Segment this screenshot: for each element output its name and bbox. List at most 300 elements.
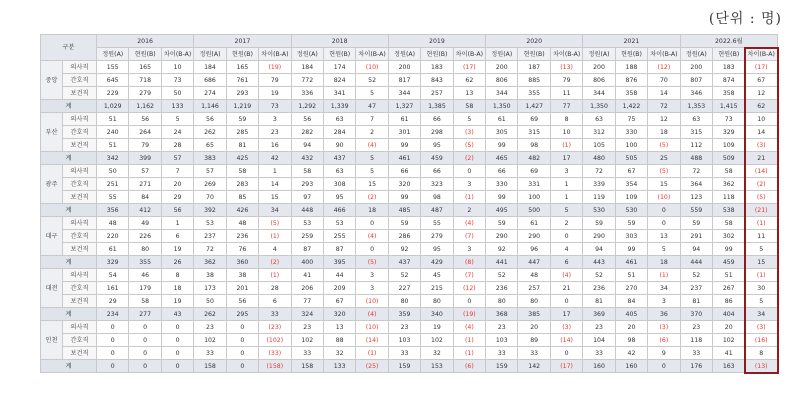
value-cell: 4 bbox=[259, 243, 291, 256]
total-label-cell: 계 bbox=[41, 308, 97, 321]
value-cell: (1) bbox=[453, 347, 485, 360]
value-cell: (10) bbox=[356, 295, 388, 308]
value-cell: 33 bbox=[486, 347, 518, 360]
value-cell: 56 bbox=[194, 113, 226, 126]
value-cell: 33 bbox=[194, 347, 226, 360]
value-cell: 3 bbox=[453, 178, 485, 191]
value-cell: 55 bbox=[421, 217, 453, 230]
total-value-cell: 342 bbox=[97, 152, 129, 165]
value-cell: (4) bbox=[356, 139, 388, 152]
value-cell: 200 bbox=[583, 61, 615, 74]
value-cell: 56 bbox=[129, 113, 161, 126]
sub-col-header: 정원(A) bbox=[680, 48, 712, 61]
total-value-cell: 18 bbox=[648, 256, 680, 269]
total-value-cell: 1,350 bbox=[486, 100, 518, 113]
value-cell: 0 bbox=[453, 295, 485, 308]
value-cell: 13 bbox=[323, 321, 355, 334]
value-cell: (17) bbox=[745, 61, 778, 74]
value-cell: 320 bbox=[388, 178, 420, 191]
value-cell: 10 bbox=[745, 113, 778, 126]
year-header: 2018 bbox=[291, 35, 388, 48]
value-cell: 109 bbox=[615, 191, 647, 204]
value-cell: 80 bbox=[518, 295, 550, 308]
value-cell: 97 bbox=[291, 191, 323, 204]
value-cell: 201 bbox=[226, 282, 258, 295]
value-cell: 5 bbox=[356, 165, 388, 178]
value-cell: 84 bbox=[615, 295, 647, 308]
table-row bbox=[41, 217, 778, 230]
category-cell: 의사직 bbox=[63, 321, 97, 334]
value-cell: 0 bbox=[356, 217, 388, 230]
gubun-header: 구분 bbox=[41, 35, 97, 61]
year-header: 2017 bbox=[194, 35, 291, 48]
value-cell: 645 bbox=[97, 74, 129, 87]
total-value-cell: (8) bbox=[453, 256, 485, 269]
value-cell: (1) bbox=[550, 139, 582, 152]
value-cell: 0 bbox=[129, 334, 161, 347]
value-cell: 330 bbox=[486, 178, 518, 191]
value-cell: 0 bbox=[550, 347, 582, 360]
value-cell: 155 bbox=[97, 61, 129, 74]
value-cell: 99 bbox=[486, 139, 518, 152]
category-cell: 보건직 bbox=[63, 191, 97, 204]
value-cell: 77 bbox=[291, 295, 323, 308]
value-cell: 2 bbox=[550, 217, 582, 230]
value-cell: 885 bbox=[518, 74, 550, 87]
value-cell: 52 bbox=[486, 269, 518, 282]
value-cell: 104 bbox=[583, 334, 615, 347]
region-cell: 중앙 bbox=[41, 61, 63, 100]
value-cell: (5) bbox=[259, 217, 291, 230]
total-value-cell: 340 bbox=[421, 308, 453, 321]
value-cell: 0 bbox=[161, 321, 193, 334]
value-cell: 28 bbox=[259, 282, 291, 295]
value-cell: (12) bbox=[453, 282, 485, 295]
value-cell: 286 bbox=[388, 230, 420, 243]
value-cell: (5) bbox=[648, 165, 680, 178]
total-value-cell: 437 bbox=[388, 256, 420, 269]
total-value-cell: 383 bbox=[194, 152, 226, 165]
value-cell: (2) bbox=[356, 191, 388, 204]
total-value-cell: 404 bbox=[713, 308, 745, 321]
value-cell: 80 bbox=[486, 295, 518, 308]
value-cell: 94 bbox=[291, 139, 323, 152]
value-cell: 3 bbox=[550, 165, 582, 178]
value-cell: 15 bbox=[259, 191, 291, 204]
value-cell: 59 bbox=[680, 217, 712, 230]
value-cell: 73 bbox=[161, 74, 193, 87]
value-cell: 718 bbox=[129, 74, 161, 87]
value-cell: 29 bbox=[97, 295, 129, 308]
value-cell: 95 bbox=[323, 191, 355, 204]
total-value-cell: 368 bbox=[486, 308, 518, 321]
value-cell: 11 bbox=[550, 87, 582, 100]
value-cell: (3) bbox=[550, 321, 582, 334]
total-value-cell: 142 bbox=[518, 360, 550, 373]
value-cell: 279 bbox=[421, 230, 453, 243]
total-value-cell: (21) bbox=[745, 204, 778, 217]
value-cell: 876 bbox=[615, 74, 647, 87]
table-row bbox=[41, 178, 778, 191]
value-cell: 100 bbox=[615, 139, 647, 152]
value-cell: 49 bbox=[129, 217, 161, 230]
value-cell: 5 bbox=[356, 87, 388, 100]
value-cell: (3) bbox=[745, 139, 778, 152]
value-cell: 10 bbox=[161, 61, 193, 74]
value-cell: (33) bbox=[259, 347, 291, 360]
value-cell: 3 bbox=[648, 295, 680, 308]
total-value-cell: (2) bbox=[259, 256, 291, 269]
value-cell: 56 bbox=[291, 113, 323, 126]
value-cell: 187 bbox=[518, 61, 550, 74]
value-cell: (17) bbox=[453, 61, 485, 74]
category-cell: 보건직 bbox=[63, 87, 97, 100]
value-cell: 358 bbox=[713, 87, 745, 100]
value-cell: 33 bbox=[291, 347, 323, 360]
total-value-cell: (25) bbox=[356, 360, 388, 373]
value-cell: 88 bbox=[323, 334, 355, 347]
total-value-cell: 77 bbox=[550, 100, 582, 113]
value-cell: 236 bbox=[486, 282, 518, 295]
value-cell: 257 bbox=[421, 87, 453, 100]
table-row bbox=[41, 74, 778, 87]
table-row bbox=[41, 191, 778, 204]
value-cell: 200 bbox=[388, 61, 420, 74]
total-value-cell: 443 bbox=[583, 256, 615, 269]
value-cell: 81 bbox=[583, 295, 615, 308]
value-cell: 173 bbox=[194, 282, 226, 295]
value-cell: 95 bbox=[421, 139, 453, 152]
value-cell: 293 bbox=[291, 178, 323, 191]
value-cell: 259 bbox=[291, 230, 323, 243]
value-cell: 269 bbox=[194, 178, 226, 191]
total-value-cell: (17) bbox=[550, 360, 582, 373]
total-value-cell: 5 bbox=[550, 204, 582, 217]
value-cell: 18 bbox=[648, 126, 680, 139]
total-value-cell: 160 bbox=[583, 360, 615, 373]
sub-col-header: 차이(B-A) bbox=[550, 48, 582, 61]
total-value-cell: 459 bbox=[713, 256, 745, 269]
value-cell: 53 bbox=[323, 217, 355, 230]
value-cell: 48 bbox=[97, 217, 129, 230]
total-value-cell: 1,219 bbox=[226, 100, 258, 113]
value-cell: 11 bbox=[745, 230, 778, 243]
value-cell: 1 bbox=[259, 165, 291, 178]
value-cell: (3) bbox=[648, 321, 680, 334]
value-cell: 67 bbox=[323, 295, 355, 308]
total-value-cell: 295 bbox=[226, 308, 258, 321]
value-cell: 73 bbox=[713, 113, 745, 126]
value-cell: (14) bbox=[356, 334, 388, 347]
value-cell: 50 bbox=[161, 87, 193, 100]
value-cell: 6 bbox=[161, 230, 193, 243]
total-value-cell: (5) bbox=[356, 256, 388, 269]
value-cell: 100 bbox=[518, 191, 550, 204]
value-cell: 51 bbox=[713, 269, 745, 282]
value-cell: 274 bbox=[194, 87, 226, 100]
value-cell: 90 bbox=[323, 139, 355, 152]
value-cell: 5 bbox=[745, 243, 778, 256]
total-value-cell: 56 bbox=[161, 204, 193, 217]
value-cell: 32 bbox=[323, 347, 355, 360]
value-cell: 200 bbox=[680, 61, 712, 74]
total-row bbox=[41, 360, 778, 373]
value-cell: 0 bbox=[356, 243, 388, 256]
total-row bbox=[41, 256, 778, 269]
value-cell: 344 bbox=[388, 87, 420, 100]
value-cell: 99 bbox=[388, 191, 420, 204]
table-row bbox=[41, 61, 778, 74]
table-row bbox=[41, 139, 778, 152]
value-cell: (4) bbox=[453, 217, 485, 230]
value-cell: 0 bbox=[97, 334, 129, 347]
value-cell: 76 bbox=[226, 243, 258, 256]
value-cell: (13) bbox=[550, 61, 582, 74]
value-cell: 99 bbox=[713, 243, 745, 256]
value-cell: 80 bbox=[129, 243, 161, 256]
value-cell: 63 bbox=[583, 113, 615, 126]
value-cell: (12) bbox=[648, 61, 680, 74]
total-value-cell: 538 bbox=[713, 204, 745, 217]
value-cell: 308 bbox=[323, 178, 355, 191]
value-cell: 312 bbox=[583, 126, 615, 139]
total-value-cell: 26 bbox=[161, 256, 193, 269]
total-value-cell: 399 bbox=[129, 152, 161, 165]
total-value-cell: 369 bbox=[583, 308, 615, 321]
category-cell: 보건직 bbox=[63, 139, 97, 152]
value-cell: 284 bbox=[323, 126, 355, 139]
value-cell: (10) bbox=[648, 191, 680, 204]
value-cell: 13 bbox=[453, 87, 485, 100]
value-cell: 63 bbox=[323, 165, 355, 178]
table-row bbox=[41, 334, 778, 347]
total-value-cell: (4) bbox=[356, 308, 388, 321]
value-cell: 19 bbox=[161, 295, 193, 308]
value-cell: 188 bbox=[615, 61, 647, 74]
value-cell: 21 bbox=[550, 282, 582, 295]
value-cell: 103 bbox=[486, 334, 518, 347]
value-cell: (1) bbox=[259, 269, 291, 282]
total-label-cell: 계 bbox=[41, 100, 97, 113]
total-value-cell: 5 bbox=[356, 152, 388, 165]
total-value-cell: 159 bbox=[388, 360, 420, 373]
value-cell: (14) bbox=[745, 165, 778, 178]
value-cell: 14 bbox=[648, 87, 680, 100]
value-cell: 59 bbox=[388, 217, 420, 230]
value-cell: 50 bbox=[97, 165, 129, 178]
value-cell: 4 bbox=[550, 243, 582, 256]
value-cell: 52 bbox=[583, 269, 615, 282]
total-value-cell: (19) bbox=[453, 308, 485, 321]
total-value-cell: 1,422 bbox=[615, 100, 647, 113]
value-cell: 66 bbox=[421, 113, 453, 126]
value-cell: 102 bbox=[194, 334, 226, 347]
value-cell: 58 bbox=[713, 165, 745, 178]
value-cell: 236 bbox=[226, 230, 258, 243]
value-cell: 59 bbox=[226, 113, 258, 126]
value-cell: 303 bbox=[615, 230, 647, 243]
value-cell: 102 bbox=[713, 334, 745, 347]
table-row bbox=[41, 321, 778, 334]
sub-col-header: 현원(B) bbox=[323, 48, 355, 61]
value-cell: 56 bbox=[226, 295, 258, 308]
staffing-table bbox=[40, 34, 778, 373]
value-cell: 23 bbox=[194, 321, 226, 334]
total-value-cell: 17 bbox=[550, 152, 582, 165]
value-cell: 290 bbox=[583, 230, 615, 243]
value-cell: 58 bbox=[226, 165, 258, 178]
table-row bbox=[41, 347, 778, 360]
value-cell: 315 bbox=[680, 126, 712, 139]
total-value-cell: (13) bbox=[745, 360, 778, 373]
sub-col-header: 현원(B) bbox=[615, 48, 647, 61]
region-cell: 대전 bbox=[41, 269, 63, 308]
value-cell: 215 bbox=[421, 282, 453, 295]
total-value-cell: 488 bbox=[680, 152, 712, 165]
value-cell: 30 bbox=[745, 282, 778, 295]
value-cell: 329 bbox=[713, 126, 745, 139]
total-value-cell: 530 bbox=[583, 204, 615, 217]
value-cell: 23 bbox=[583, 321, 615, 334]
value-cell: 55 bbox=[97, 191, 129, 204]
value-cell: 184 bbox=[291, 61, 323, 74]
value-cell: (5) bbox=[453, 139, 485, 152]
total-value-cell: 176 bbox=[680, 360, 712, 373]
total-label-cell: 계 bbox=[41, 256, 97, 269]
value-cell: 1 bbox=[161, 217, 193, 230]
total-value-cell: 1,029 bbox=[97, 100, 129, 113]
value-cell: 285 bbox=[226, 126, 258, 139]
value-cell: 79 bbox=[259, 74, 291, 87]
total-value-cell: 429 bbox=[421, 256, 453, 269]
value-cell: 240 bbox=[97, 126, 129, 139]
value-cell: (4) bbox=[356, 230, 388, 243]
total-value-cell: 158 bbox=[291, 360, 323, 373]
total-value-cell: 324 bbox=[291, 308, 323, 321]
sub-col-header: 정원(A) bbox=[291, 48, 323, 61]
total-value-cell: 530 bbox=[615, 204, 647, 217]
value-cell: 65 bbox=[194, 139, 226, 152]
value-cell: 38 bbox=[226, 269, 258, 282]
category-cell: 의사직 bbox=[63, 217, 97, 230]
total-value-cell: 509 bbox=[713, 152, 745, 165]
value-cell: 1 bbox=[550, 191, 582, 204]
value-cell: 24 bbox=[161, 126, 193, 139]
value-cell: 85 bbox=[226, 191, 258, 204]
category-cell: 간호직 bbox=[63, 178, 97, 191]
total-value-cell: 329 bbox=[97, 256, 129, 269]
total-value-cell: 153 bbox=[421, 360, 453, 373]
total-value-cell: 559 bbox=[680, 204, 712, 217]
sub-col-header: 현원(B) bbox=[421, 48, 453, 61]
total-value-cell: 6 bbox=[550, 256, 582, 269]
value-cell: 94 bbox=[680, 243, 712, 256]
value-cell: 98 bbox=[421, 191, 453, 204]
region-cell: 인천 bbox=[41, 321, 63, 360]
value-cell: 279 bbox=[129, 87, 161, 100]
total-value-cell: 163 bbox=[713, 360, 745, 373]
value-cell: 66 bbox=[388, 165, 420, 178]
value-cell: 686 bbox=[194, 74, 226, 87]
total-value-cell: 43 bbox=[161, 308, 193, 321]
year-header: 2020 bbox=[486, 35, 583, 48]
value-cell: 290 bbox=[486, 230, 518, 243]
value-cell: (4) bbox=[453, 321, 485, 334]
total-value-cell: 18 bbox=[356, 204, 388, 217]
value-cell: (1) bbox=[745, 269, 778, 282]
value-cell: 330 bbox=[615, 126, 647, 139]
value-cell: 264 bbox=[129, 126, 161, 139]
value-cell: 807 bbox=[680, 74, 712, 87]
table-row bbox=[41, 269, 778, 282]
value-cell: 58 bbox=[291, 165, 323, 178]
total-value-cell: 158 bbox=[194, 360, 226, 373]
value-cell: 42 bbox=[615, 347, 647, 360]
staffing-table-wrapper bbox=[40, 34, 778, 373]
total-value-cell: 1,146 bbox=[194, 100, 226, 113]
value-cell: 3 bbox=[356, 269, 388, 282]
sub-col-header: 차이(B-A) bbox=[356, 48, 388, 61]
value-cell: 23 bbox=[680, 321, 712, 334]
value-cell: 761 bbox=[226, 74, 258, 87]
total-value-cell: 320 bbox=[323, 308, 355, 321]
total-value-cell: 1,292 bbox=[291, 100, 323, 113]
value-cell: 70 bbox=[194, 191, 226, 204]
value-cell: 291 bbox=[680, 230, 712, 243]
total-value-cell: 432 bbox=[291, 152, 323, 165]
value-cell: 0 bbox=[550, 230, 582, 243]
total-value-cell: 466 bbox=[323, 204, 355, 217]
value-cell: 3 bbox=[356, 282, 388, 295]
value-cell: 824 bbox=[323, 74, 355, 87]
value-cell: 5 bbox=[648, 243, 680, 256]
year-header: 2021 bbox=[583, 35, 680, 48]
total-value-cell: 370 bbox=[680, 308, 712, 321]
value-cell: 87 bbox=[323, 243, 355, 256]
total-value-cell: 1,327 bbox=[388, 100, 420, 113]
value-cell: 38 bbox=[194, 269, 226, 282]
total-value-cell: 465 bbox=[486, 152, 518, 165]
region-cell: 대구 bbox=[41, 217, 63, 256]
value-cell: 63 bbox=[680, 113, 712, 126]
total-value-cell: 42 bbox=[259, 152, 291, 165]
value-cell: 806 bbox=[486, 74, 518, 87]
category-cell: 간호직 bbox=[63, 74, 97, 87]
value-cell: 251 bbox=[97, 178, 129, 191]
value-cell: 58 bbox=[713, 217, 745, 230]
total-value-cell: 62 bbox=[745, 100, 778, 113]
category-cell: 보건직 bbox=[63, 347, 97, 360]
value-cell: 109 bbox=[713, 139, 745, 152]
value-cell: 32 bbox=[421, 347, 453, 360]
total-value-cell: 425 bbox=[226, 152, 258, 165]
value-cell: 118 bbox=[680, 334, 712, 347]
value-cell: (2) bbox=[745, 178, 778, 191]
total-value-cell: 34 bbox=[259, 204, 291, 217]
total-value-cell: 447 bbox=[518, 256, 550, 269]
total-value-cell: 33 bbox=[259, 308, 291, 321]
table-row bbox=[41, 282, 778, 295]
value-cell: 23 bbox=[388, 321, 420, 334]
value-cell: 874 bbox=[713, 74, 745, 87]
value-cell: 75 bbox=[615, 113, 647, 126]
value-cell: 183 bbox=[421, 61, 453, 74]
value-cell: 3 bbox=[259, 113, 291, 126]
table-row bbox=[41, 165, 778, 178]
total-value-cell: 461 bbox=[615, 256, 647, 269]
value-cell: (14) bbox=[550, 334, 582, 347]
sub-col-header: 현원(B) bbox=[129, 48, 161, 61]
